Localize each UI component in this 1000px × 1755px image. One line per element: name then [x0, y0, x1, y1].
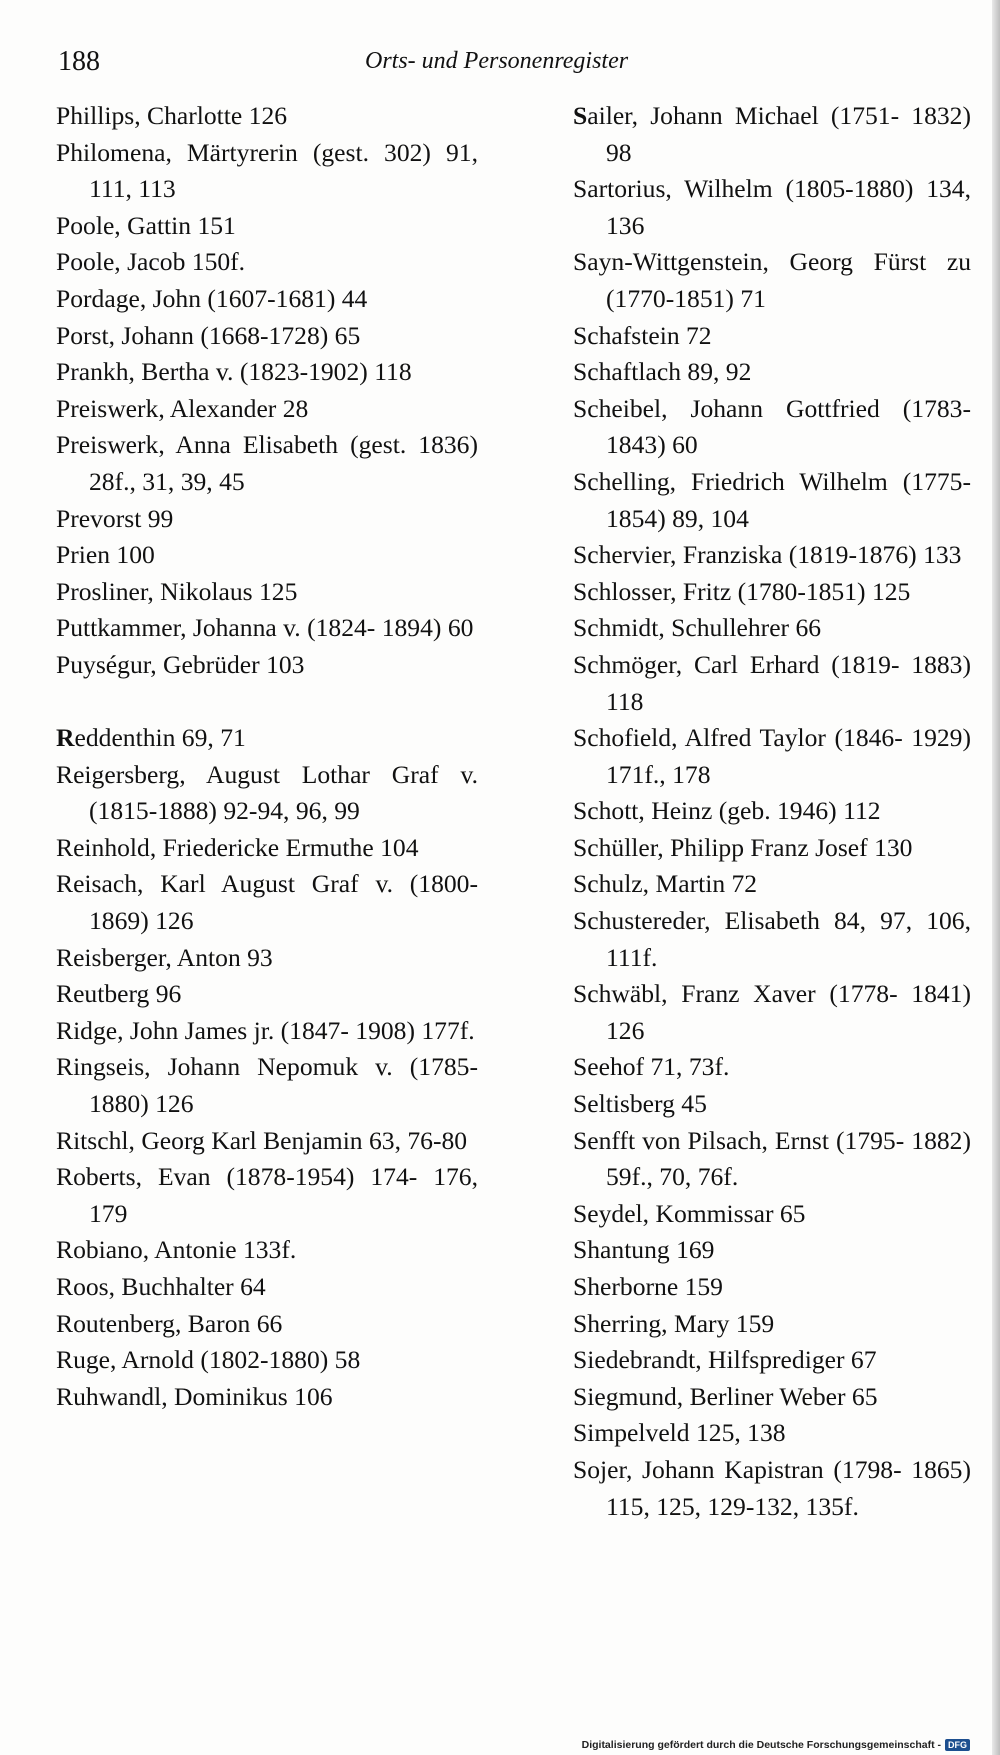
index-entry: Schmidt, Schullehrer 66: [573, 613, 822, 643]
index-entry: Reisach, Karl August Graf v. (1800-1869) 126: [56, 869, 478, 936]
index-entry: Poole, Jacob 150f.: [56, 247, 246, 277]
index-entry: Sailer, Johann Michael (1751- 1832) 98: [573, 101, 971, 167]
index-entry: Ritschl, Georg Karl Benjamin 63, 76-80: [56, 1125, 468, 1155]
index-entry: Porst, Johann (1668-1728) 65: [56, 320, 361, 350]
index-entry: Senfft von Pilsach, Ernst (1795- 1882) 59f., 70, 76f.: [573, 1125, 971, 1192]
index-entry: Schofield, Alfred Taylor (1846- 1929) 171f., 178: [573, 723, 971, 789]
index-entry: Reddenthin 69, 71: [56, 723, 246, 753]
index-entry: Schelling, Friedrich Wilhelm (1775-1854) 89, 104: [573, 466, 971, 533]
footer-text: Digitalisierung gefördert durch die Deutsche Forschungsgemeinschaft -: [581, 1739, 941, 1751]
index-entry: Schulz, Martin 72: [573, 869, 758, 899]
index-entry: Seydel, Kommissar 65: [573, 1198, 806, 1228]
index-entry: Routenberg, Baron 66: [56, 1308, 283, 1338]
index-entry: Sayn-Wittgenstein, Georg Fürst zu (1770-1851) 71: [573, 247, 971, 313]
index-entry: Prankh, Bertha v. (1823-1902) 118: [56, 357, 412, 387]
index-entry: Schaftlach 89, 92: [573, 357, 752, 387]
index-column-left: [56, 98, 478, 1415]
index-entry: Schott, Heinz (geb. 1946) 112: [573, 796, 881, 826]
section-initial: R: [56, 723, 75, 753]
index-entry: Preiswerk, Alexander 28: [56, 393, 309, 423]
page-header: [58, 46, 958, 86]
running-title: Orts- und Personenregister: [365, 48, 629, 74]
index-entry: Schafstein 72: [573, 320, 712, 350]
index-entry: Philomena, Märtyrerin (gest. 302) 91, 111, 113: [56, 137, 478, 204]
index-entry: Seltisberg 45: [573, 1089, 707, 1119]
index-entry: Roberts, Evan (1878-1954) 174- 176, 179: [56, 1162, 478, 1228]
index-entry: Preiswerk, Anna Elisabeth (gest. 1836) 28f., 31, 39, 45: [56, 430, 478, 496]
index-entry: Prosliner, Nikolaus 125: [56, 576, 298, 606]
index-entry: Phillips, Charlotte 126: [56, 101, 288, 130]
index-entry: Robiano, Antonie 133f.: [56, 1235, 297, 1265]
index-entry: Sherring, Mary 159: [573, 1308, 775, 1338]
footer-credit: [582, 1739, 970, 1751]
index-entry: Schüller, Philipp Franz Josef 130: [573, 832, 913, 862]
index-entry: Puttkammer, Johanna v. (1824- 1894) 60: [56, 613, 474, 643]
index-entry: Schlosser, Fritz (1780-1851) 125: [573, 576, 911, 606]
index-entry: Ruhwandl, Dominikus 106: [56, 1381, 333, 1411]
index-entry: Reigersberg, August Lothar Graf v. (1815-1888) 92-94, 96, 99: [56, 759, 478, 826]
index-entry: Reutberg 96: [56, 979, 182, 1009]
index-entry: Roos, Buchhalter 64: [56, 1272, 266, 1301]
index-entry: Sojer, Johann Kapistran (1798- 1865) 115, 125, 129-132, 135f.: [573, 1454, 971, 1521]
index-entry: Puységur, Gebrüder 103: [56, 649, 305, 679]
page-edge-shadow: [992, 0, 1000, 1755]
index-entry: Schwäbl, Franz Xaver (1778- 1841) 126: [573, 979, 971, 1045]
section-initial: S: [573, 101, 588, 130]
index-entry: Prevorst 99: [56, 503, 174, 533]
dfg-logo: DFG: [945, 1739, 970, 1751]
index-entry: Ringseis, Johann Nepomuk v. (1785-1880) 126: [56, 1052, 478, 1119]
index-entry: Sherborne 159: [573, 1272, 723, 1301]
index-entry: Siegmund, Berliner Weber 65: [573, 1381, 878, 1411]
index-entry: Schervier, Franziska (1819-1876) 133: [573, 540, 962, 570]
index-entry: Ridge, John James jr. (1847- 1908) 177f.: [56, 1015, 475, 1045]
index-entry: Poole, Gattin 151: [56, 210, 236, 240]
index-entry: Scheibel, Johann Gottfried (1783- 1843) 60: [573, 393, 971, 460]
index-entry: Prien 100: [56, 540, 155, 570]
index-entry: Reinhold, Friedericke Ermuthe 104: [56, 832, 419, 862]
index-entry: Schustereder, Elisabeth 84, 97, 106, 111f.: [573, 906, 971, 972]
section-gap: [56, 684, 478, 721]
index-column-right: [573, 98, 971, 1525]
index-entry: Simpelveld 125, 138: [573, 1418, 786, 1448]
index-entry: Ruge, Arnold (1802-1880) 58: [56, 1345, 361, 1375]
index-entry: Schmöger, Carl Erhard (1819- 1883) 118: [573, 649, 971, 716]
index-entry: Reisberger, Anton 93: [56, 942, 273, 972]
index-entry: Seehof 71, 73f.: [573, 1052, 730, 1082]
index-entry: Sartorius, Wilhelm (1805-1880) 134, 136: [573, 174, 971, 240]
page-number: 188: [58, 46, 100, 77]
index-entry: Pordage, John (1607-1681) 44: [56, 283, 368, 313]
index-entry: Shantung 169: [573, 1235, 715, 1265]
index-entry: Siedebrandt, Hilfsprediger 67: [573, 1345, 877, 1375]
